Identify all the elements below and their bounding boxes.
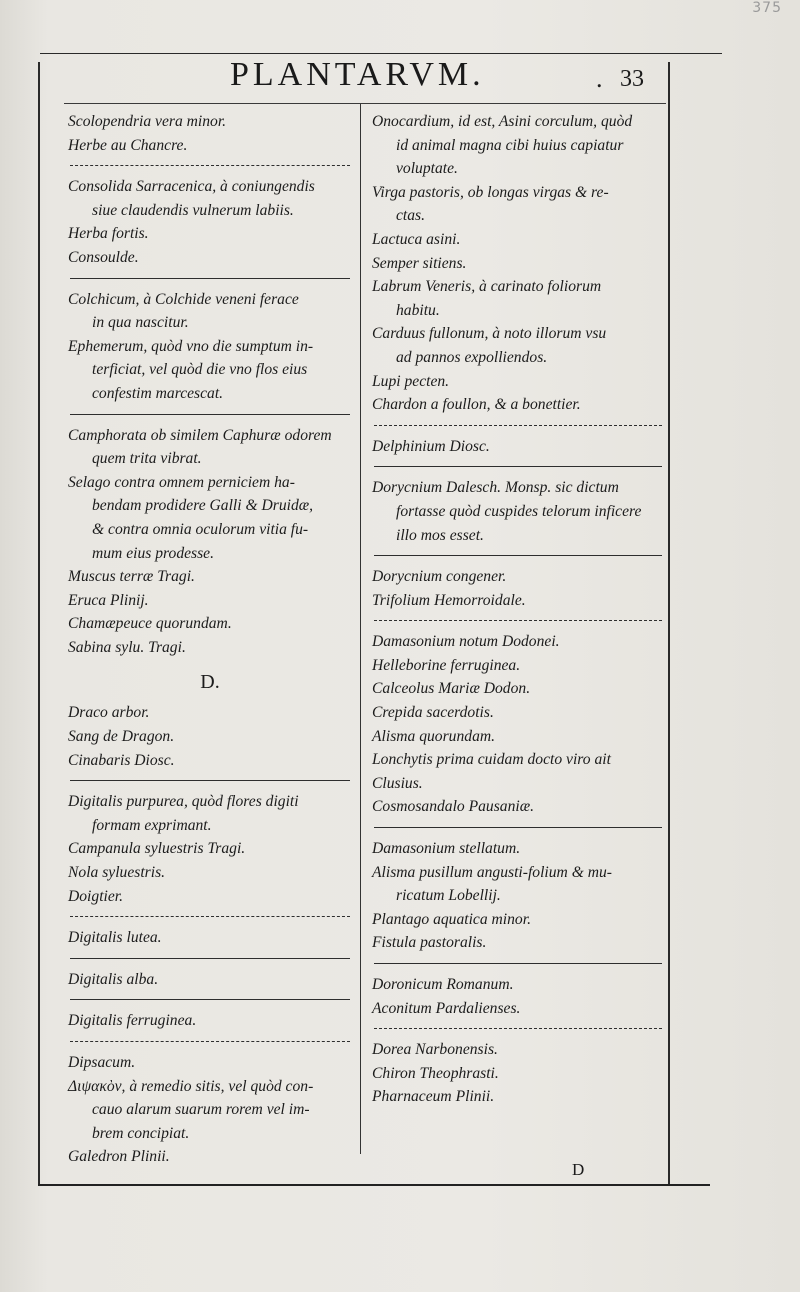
plant-entry (372, 110, 664, 417)
entry-line: Virga pastoris, ob longas virgas & re- (372, 183, 609, 201)
entry-divider (70, 999, 350, 1000)
entry-line: Dorea Narbonensis. (372, 1041, 498, 1059)
entry-divider (374, 425, 662, 426)
entry-divider (70, 958, 350, 959)
entry-divider (374, 466, 662, 467)
plant-entry (372, 630, 664, 819)
page-number: 33 (620, 66, 644, 92)
entry-line: Trifolium Hemorroidale. (372, 591, 526, 609)
entry-line: ricatum Lobellij. (396, 887, 501, 905)
plant-entry (68, 110, 352, 157)
entry-line: Selago contra omnem perniciem ha- (68, 473, 295, 491)
entry-line: quem trita vibrat. (92, 450, 202, 468)
running-head: PLANTARVM. (230, 56, 485, 93)
entry-line: Damasonium notum Dodonei. (372, 633, 560, 651)
catchword: D (572, 1160, 585, 1179)
entry-line: Semper sitiens. (372, 254, 467, 272)
entry-divider (374, 555, 662, 556)
entry-line: Digitalis alba. (68, 970, 159, 988)
entry-line: Nola syluestris. (68, 864, 166, 882)
entry-line: voluptate. (396, 160, 458, 178)
entry-divider (70, 780, 350, 781)
entry-divider (374, 620, 662, 621)
entry-line: mum eius prodesse. (92, 544, 214, 562)
entry-line: Doronicum Romanum. (372, 976, 514, 993)
entry-line: & contra omnia oculorum vitia fu- (92, 520, 309, 538)
entry-line: Damasonium stellatum. (372, 840, 521, 858)
plant-entry (372, 837, 664, 955)
entry-line: Dipsacum. (68, 1054, 136, 1071)
entry-line: Digitalis ferruginea. (68, 1012, 197, 1030)
plant-entry (372, 435, 664, 459)
entry-line: fortasse quòd cuspides telorum inficere (396, 502, 642, 520)
entry-divider (374, 1028, 662, 1029)
entry-line: cauo alarum suarum rorem vel im- (92, 1101, 310, 1119)
entry-line: Clusius. (372, 774, 423, 792)
entry-line: Plantago aquatica minor. (372, 910, 531, 928)
entry-line: Chamæpeuce quorundam. (68, 615, 232, 633)
entry-line: ctas. (396, 207, 426, 225)
entry-line: Lactuca asini. (372, 230, 461, 248)
entry-line: habitu. (396, 301, 440, 319)
entry-divider (70, 1041, 350, 1042)
entry-divider (374, 827, 662, 828)
entry-line: Crepida sacerdotis. (372, 704, 494, 722)
entry-line: Doigtier. (68, 887, 124, 905)
entry-line: Sang de Dragon. (68, 728, 175, 746)
entry-line: formam exprimant. (92, 816, 212, 834)
entry-line: siue claudendis vulnerum labiis. (92, 201, 294, 219)
top-rule (40, 53, 722, 54)
entry-line: confestim marcescat. (92, 384, 224, 402)
entry-line: illo mos esset. (396, 526, 484, 544)
entry-line: Sabina sylu. Tragi. (68, 638, 186, 656)
plant-entry (372, 565, 664, 612)
entry-line: Camphorata ob similem Caphuræ odorem (68, 426, 332, 444)
entry-line: Chardon a foullon, & a bonettier. (372, 396, 581, 414)
entry-line: Aconitum Pardalienses. (372, 999, 521, 1017)
entry-line: terficiat, vel quòd die vno flos eius (92, 361, 308, 379)
entry-line: bendam prodidere Galli & Druidæ, (92, 497, 314, 515)
plant-entry (68, 1009, 352, 1033)
entry-line: Draco arbor. (68, 704, 150, 722)
entry-line: Chiron Theophrasti. (372, 1064, 499, 1082)
plant-entry (68, 968, 352, 992)
entry-line: Ephemerum, quòd vno die sumptum in- (68, 337, 314, 355)
entry-line: Consoulde. (68, 248, 139, 266)
plant-entry (372, 476, 664, 547)
header-dot: . (596, 64, 603, 93)
plant-entry (68, 790, 352, 908)
entry-line: Calceolus Mariæ Dodon. (372, 680, 531, 698)
entry-line: Herba fortis. (68, 225, 149, 243)
entry-line: brem concipiat. (92, 1124, 190, 1142)
plant-entry (68, 175, 352, 269)
plant-entry (68, 1051, 352, 1169)
entry-line: Alisma quorundam. (372, 727, 496, 745)
plant-entry (372, 973, 664, 1020)
entry-line: Alisma pusillum angusti-folium & mu- (372, 863, 612, 881)
entry-divider (70, 278, 350, 279)
entry-line: Campanula syluestris Tragi. (68, 840, 246, 858)
section-letter: D. (200, 671, 220, 694)
entry-divider (374, 963, 662, 964)
entry-line: Galedron Plinii. (68, 1148, 170, 1166)
entry-line: Lonchytis prima cuidam docto viro ait (372, 751, 611, 769)
entry-line: Consolida Sarracenica, à coniungendis (68, 178, 315, 196)
plant-entry (68, 926, 352, 950)
entry-line: Onocardium, id est, Asini corculum, quòd (372, 113, 633, 130)
entry-line: Delphinium Diosc. (372, 437, 490, 455)
entry-line: Dorycnium Dalesch. Monsp. sic dictum (372, 479, 619, 497)
entry-line: Labrum Veneris, à carinato foliorum (372, 278, 602, 296)
entry-line: Scolopendria vera minor. (68, 113, 227, 130)
entry-line: Lupi pecten. (372, 372, 450, 390)
bottom-rule (38, 1184, 710, 1186)
plant-entry (68, 701, 352, 772)
entry-line: Muscus terræ Tragi. (68, 568, 195, 586)
pencil-note: 375 (752, 0, 782, 16)
right-column (372, 110, 664, 1109)
entry-line: Helleborine ferruginea. (372, 656, 521, 674)
entry-line: Fistula pastoralis. (372, 934, 487, 952)
column-divider (360, 104, 361, 1154)
entry-line: Digitalis lutea. (68, 929, 162, 947)
entry-line: Carduus fullonum, à noto illorum vsu (372, 325, 607, 343)
entry-line: ad pannos expolliendos. (396, 348, 548, 366)
entry-line: Eruca Plinij. (68, 591, 149, 609)
entry-line: Herbe au Chancre. (68, 136, 188, 154)
entry-divider (70, 414, 350, 415)
entry-line: Διψακὸν, à remedio sitis, vel quòd con- (68, 1077, 314, 1095)
entry-line: Cosmosandalo Pausaniæ. (372, 798, 535, 816)
plant-entry (372, 1038, 664, 1109)
entry-line: Digitalis purpurea, quòd flores digiti (68, 793, 299, 811)
plant-entry (68, 288, 352, 406)
entry-divider (70, 165, 350, 166)
entry-line: Colchicum, à Colchide veneni ferace (68, 290, 299, 308)
plant-entry (68, 424, 352, 660)
entry-line: id animal magna cibi huius capiatur (396, 136, 624, 154)
entry-line: in qua nascitur. (92, 314, 189, 332)
entry-divider (70, 916, 350, 917)
left-column (68, 110, 352, 1169)
entry-line: Dorycnium congener. (372, 568, 507, 586)
entry-line: Pharnaceum Plinii. (372, 1088, 495, 1106)
entry-line: Cinabaris Diosc. (68, 751, 175, 769)
